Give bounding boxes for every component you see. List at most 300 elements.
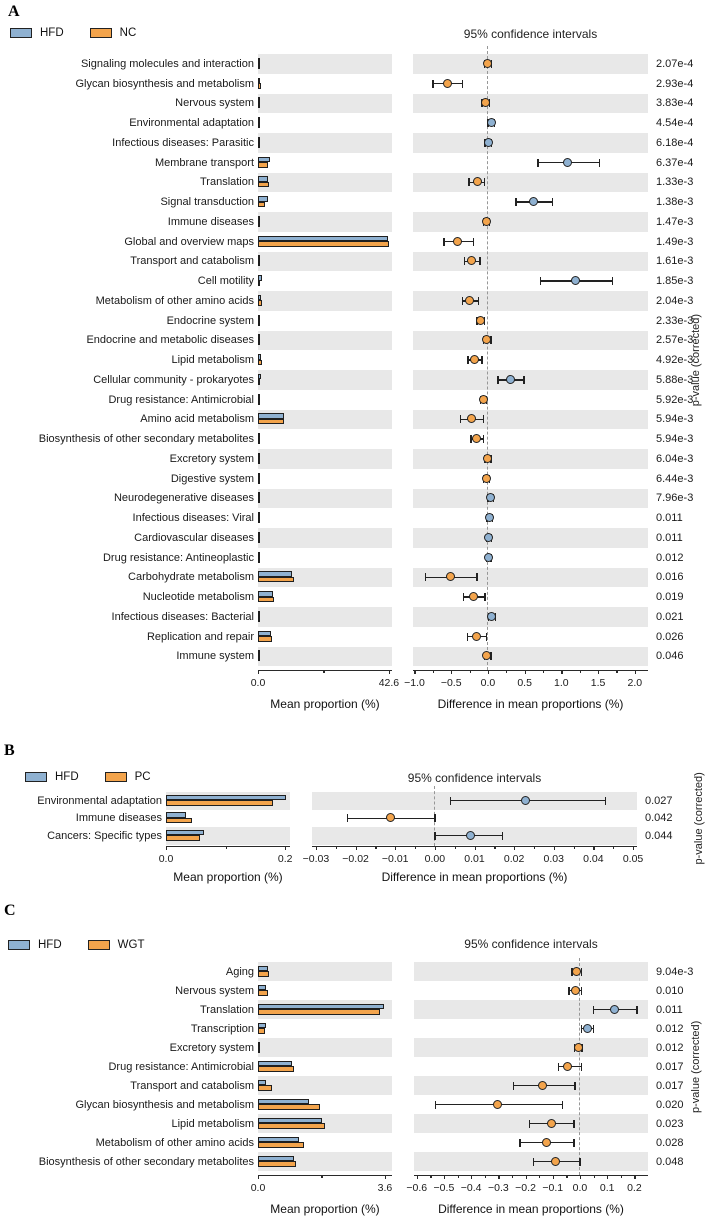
table-row	[0, 1000, 709, 1019]
ci-cap-right	[593, 1025, 594, 1033]
category-label: Carbohydrate metabolism	[128, 571, 254, 584]
ci-title: 95% confidence intervals	[463, 27, 598, 41]
category-label: Infectious diseases: Bacterial	[111, 610, 254, 623]
rows	[0, 54, 709, 666]
column-gap	[392, 1133, 414, 1152]
mean-proportion-cell	[258, 271, 392, 291]
ci-dot	[446, 572, 455, 581]
category-label: Nervous system	[175, 984, 254, 997]
tick-label: 0.05	[622, 853, 644, 865]
table-row	[0, 291, 709, 311]
bar-comparison	[258, 518, 260, 524]
legend-label: HFD	[38, 939, 62, 951]
pvalue-label: 0.044	[645, 829, 673, 842]
panel-letter: A	[8, 3, 20, 20]
column-gap	[392, 528, 413, 548]
ci-cap-left	[537, 159, 538, 167]
axis-tick	[554, 846, 555, 850]
mean-proportion-cell	[166, 792, 290, 810]
legend	[8, 939, 144, 951]
mean-proportion-cell	[258, 390, 392, 410]
pvalue-label: 5.94e-3	[656, 413, 694, 426]
difference-cell	[413, 508, 648, 528]
ci-dot	[493, 1100, 502, 1109]
tick-label: 0.0	[250, 1182, 266, 1194]
column-gap	[392, 113, 413, 133]
axis-tick	[389, 670, 390, 674]
axis-tick	[414, 670, 415, 674]
bar-comparison	[258, 439, 260, 445]
column-gap	[392, 153, 413, 173]
mean-proportion-cell	[258, 1019, 392, 1038]
table-row	[0, 1152, 709, 1171]
table-row	[0, 449, 709, 469]
category-label: Lipid metabolism	[171, 1117, 254, 1130]
table-row	[0, 54, 709, 74]
x-axis-mean-proportion	[258, 1175, 392, 1176]
category-label: Environmental adaptation	[129, 117, 254, 130]
difference-cell	[413, 370, 648, 390]
table-row	[0, 94, 709, 114]
tick-label: 0.0	[480, 677, 496, 689]
ci-cap-left	[425, 573, 426, 581]
table-row	[0, 410, 709, 430]
category-label: Amino acid metabolism	[140, 413, 254, 426]
pvalue-axis-title: p-value (corrected)	[693, 772, 705, 865]
ci-cap-right	[612, 277, 613, 285]
column-gap	[392, 1114, 414, 1133]
bar-comparison	[258, 1142, 304, 1148]
table-row	[0, 271, 709, 291]
ci-cap-right	[479, 257, 480, 265]
table-row	[0, 489, 709, 509]
column-gap	[392, 232, 413, 252]
pvalue-label: 1.85e-3	[656, 275, 694, 288]
bar-comparison	[258, 1123, 325, 1129]
category-label: Digestive system	[170, 472, 254, 485]
ci-cap-right	[484, 178, 485, 186]
pvalue-label: 6.44e-3	[656, 472, 694, 485]
table-row	[0, 1076, 709, 1095]
column-gap	[392, 1038, 414, 1057]
panel-C	[0, 900, 709, 1219]
difference-cell	[414, 1057, 648, 1076]
bar-comparison	[258, 1028, 265, 1034]
ci-cap-left	[432, 80, 433, 88]
mean-proportion-cell	[258, 449, 392, 469]
bar-comparison	[258, 340, 260, 346]
mean-proportion-cell	[258, 1095, 392, 1114]
table-row	[0, 153, 709, 173]
legend-label: HFD	[40, 27, 64, 39]
tick-label: 3.6	[377, 1182, 393, 1194]
category-label: Drug resistance: Antimicrobial	[108, 1060, 254, 1073]
mean-proportion-cell	[258, 350, 392, 370]
axis-minor-tick	[534, 846, 535, 849]
tick-label: 1.0	[554, 677, 569, 689]
ci-cap-left	[464, 257, 465, 265]
category-label: Endocrine and metabolic diseases	[86, 334, 254, 347]
pvalue-label: 7.96e-3	[656, 492, 694, 505]
pvalue-label: 4.54e-4	[656, 117, 694, 130]
category-label: Immune diseases	[167, 215, 254, 228]
category-label: Cardiovascular diseases	[134, 531, 254, 544]
column-gap	[392, 1019, 414, 1038]
axis-tick	[635, 670, 636, 674]
ci-cap-right	[562, 1101, 563, 1109]
ci-dot	[529, 197, 538, 206]
difference-cell	[413, 54, 648, 74]
difference-cell	[312, 792, 637, 810]
ci-cap-left	[513, 1082, 514, 1090]
legend-swatch-icon	[10, 28, 32, 38]
difference-cell	[413, 627, 648, 647]
bar-comparison	[258, 83, 261, 89]
difference-cell	[413, 647, 648, 667]
ci-cap-right	[476, 573, 477, 581]
ci-cap-left	[468, 178, 469, 186]
ci-dot	[467, 414, 476, 423]
pvalue-label: 0.027	[645, 794, 673, 807]
pvalue-label: 3.83e-4	[656, 97, 694, 110]
axis-tick	[633, 846, 634, 850]
difference-cell	[413, 449, 648, 469]
ci-dot	[563, 1062, 572, 1071]
tick-label: −0.5	[440, 677, 462, 689]
mean-proportion-cell	[258, 331, 392, 351]
difference-cell	[414, 1076, 648, 1095]
x-axis-mean-proportion	[258, 670, 392, 671]
mean-proportion-cell	[258, 133, 392, 153]
column-gap	[392, 607, 413, 627]
ci-cap-left	[540, 277, 541, 285]
ci-cap-left	[519, 1139, 520, 1147]
table-row	[0, 827, 709, 845]
column-gap	[392, 548, 413, 568]
rows	[0, 962, 709, 1171]
ci-dot	[547, 1119, 556, 1128]
category-label: Drug resistance: Antimicrobial	[108, 393, 254, 406]
ci-cap-left	[460, 415, 461, 423]
axis-tick	[488, 670, 489, 674]
table-row	[0, 607, 709, 627]
column-gap	[392, 981, 414, 1000]
tick-label: 0.5	[517, 677, 532, 689]
bar-comparison	[258, 379, 260, 385]
mean-proportion-cell	[258, 489, 392, 509]
axis-minor-tick	[375, 846, 376, 849]
ci-dot	[538, 1081, 547, 1090]
axis-tick	[444, 1175, 445, 1179]
ci-title: 95% confidence intervals	[464, 937, 598, 951]
ci-dot	[472, 434, 481, 443]
pvalue-label: 0.046	[656, 650, 684, 663]
ci-cap-right	[636, 1006, 637, 1014]
mean-proportion-cell	[258, 548, 392, 568]
ci-cap-left	[462, 297, 463, 305]
bar-comparison	[258, 142, 260, 148]
category-label: Infectious diseases: Parasitic	[112, 136, 254, 149]
ci-cap-right	[478, 297, 479, 305]
column-gap	[392, 390, 413, 410]
ci-dot	[483, 59, 492, 68]
table-row	[0, 469, 709, 489]
bar-comparison	[258, 537, 260, 543]
column-gap	[392, 192, 413, 212]
panel-B	[0, 740, 709, 900]
bar-comparison	[258, 1104, 320, 1110]
axis-tick	[316, 846, 317, 850]
mean-proportion-cell	[258, 1133, 392, 1152]
difference-cell	[413, 528, 648, 548]
ci-dot	[542, 1138, 551, 1147]
category-label: Biosynthesis of other secondary metabolites	[38, 1155, 254, 1168]
axis-tick	[634, 1175, 635, 1179]
bar-comparison	[258, 360, 262, 366]
ci-dot	[476, 316, 485, 325]
ci-dot	[506, 375, 515, 384]
difference-cell	[413, 568, 648, 588]
difference-cell	[413, 548, 648, 568]
tick-label: 0.0	[250, 677, 266, 689]
pvalue-label: 0.020	[656, 1098, 684, 1111]
column-gap	[392, 449, 413, 469]
ci-dot	[482, 217, 491, 226]
table-row	[0, 647, 709, 667]
pvalue-label: 0.011	[656, 512, 683, 525]
mean-proportion-cell	[166, 827, 290, 845]
column-gap	[392, 1000, 414, 1019]
tick-label: −0.6	[406, 1182, 428, 1194]
table-row	[0, 810, 709, 828]
ci-dot	[483, 454, 492, 463]
axis-minor-tick	[506, 670, 507, 673]
category-label: Glycan biosynthesis and metabolism	[75, 1098, 254, 1111]
table-row	[0, 1133, 709, 1152]
table-row	[0, 792, 709, 810]
ci-cap-right	[483, 435, 484, 443]
mean-proportion-cell	[258, 627, 392, 647]
tick-label: −0.02	[342, 853, 369, 865]
category-label: Glycan biosynthesis and metabolism	[75, 77, 254, 90]
pvalue-label: 0.019	[656, 591, 684, 604]
bar-comparison	[258, 63, 260, 69]
axis-minor-tick	[458, 1175, 459, 1178]
column-gap	[392, 350, 413, 370]
ci-cap-left	[467, 356, 468, 364]
ci-dot	[443, 79, 452, 88]
axis-tick	[258, 1175, 259, 1179]
mean-proportion-cell	[258, 54, 392, 74]
axis-tick	[525, 670, 526, 674]
axis-minor-tick	[621, 1175, 622, 1178]
legend-label: WGT	[117, 939, 145, 951]
difference-cell	[413, 212, 648, 232]
table-row	[0, 568, 709, 588]
category-label: Transport and catabolism	[130, 1079, 254, 1092]
table-row	[0, 232, 709, 252]
axis-minor-tick	[323, 670, 324, 673]
table-row	[0, 350, 709, 370]
column-gap	[290, 827, 312, 845]
legend-item	[10, 27, 64, 39]
bar-comparison	[258, 1047, 260, 1053]
column-gap	[392, 173, 413, 193]
bar-comparison	[258, 320, 260, 326]
axis-tick	[385, 1175, 386, 1179]
pvalue-label: 0.011	[656, 531, 683, 544]
column-gap	[392, 469, 413, 489]
axis-caption: Difference in mean proportions (%)	[438, 1202, 624, 1216]
mean-proportion-cell	[258, 587, 392, 607]
difference-cell	[413, 410, 648, 430]
pvalue-label: 0.012	[656, 1041, 684, 1054]
mean-proportion-cell	[258, 192, 392, 212]
ci-cap-left	[463, 593, 464, 601]
axis-tick	[580, 1175, 581, 1179]
category-label: Metabolism of other amino acids	[95, 1136, 254, 1149]
table-row	[0, 133, 709, 153]
table-row	[0, 173, 709, 193]
difference-cell	[413, 291, 648, 311]
difference-cell	[414, 1019, 648, 1038]
column-gap	[392, 1057, 414, 1076]
pvalue-label: 0.017	[656, 1060, 684, 1073]
legend-swatch-icon	[88, 940, 110, 950]
ci-dot	[470, 355, 479, 364]
pvalue-axis-title: p-value (corrected)	[690, 1020, 702, 1113]
pvalue-label: 5.92e-3	[656, 393, 694, 406]
ci-cap-left	[435, 1101, 436, 1109]
column-gap	[392, 54, 413, 74]
pvalue-label: 4.92e-3	[656, 354, 694, 367]
pvalue-label: 0.011	[656, 1003, 683, 1016]
column-gap	[392, 94, 413, 114]
pvalue-label: 2.57e-3	[656, 334, 694, 347]
pvalue-label: 0.017	[656, 1079, 684, 1092]
bar-comparison	[258, 577, 294, 583]
tick-label: −0.01	[381, 853, 409, 865]
column-gap	[392, 962, 414, 981]
mean-proportion-cell	[258, 429, 392, 449]
axis-tick	[166, 846, 167, 850]
category-label: Excretory system	[169, 452, 254, 465]
axis-caption: Difference in mean proportions (%)	[381, 870, 568, 884]
mean-proportion-cell	[258, 647, 392, 667]
column-gap	[392, 410, 413, 430]
table-row	[0, 212, 709, 232]
bar-comparison	[258, 478, 260, 484]
pvalue-label: 2.07e-4	[656, 57, 694, 70]
axis-minor-tick	[433, 670, 434, 673]
difference-cell	[413, 331, 648, 351]
pvalue-label: 1.38e-3	[656, 196, 694, 209]
axis-tick	[553, 1175, 554, 1179]
axis-caption: Mean proportion (%)	[270, 1202, 380, 1216]
ci-dot	[563, 158, 572, 167]
legend-swatch-icon	[90, 28, 112, 38]
category-label: Signal transduction	[160, 196, 254, 209]
bar-comparison	[258, 261, 260, 267]
mean-proportion-cell	[258, 74, 392, 94]
legend	[10, 27, 136, 39]
pvalue-label: 2.04e-3	[656, 294, 694, 307]
ci-cap-right	[502, 832, 503, 840]
ci-cap-right	[574, 1082, 575, 1090]
ci-dot	[551, 1157, 560, 1166]
bar-comparison	[258, 1066, 294, 1072]
axis-minor-tick	[616, 670, 617, 673]
legend-swatch-icon	[8, 940, 30, 950]
ci-cap-right	[462, 80, 463, 88]
category-label: Lipid metabolism	[171, 354, 254, 367]
ci-dot	[583, 1024, 592, 1033]
tick-label: −0.03	[302, 853, 330, 865]
difference-cell	[414, 1133, 648, 1152]
axis-minor-tick	[415, 846, 416, 849]
column-gap	[392, 331, 413, 351]
axis-tick	[356, 846, 357, 850]
axis-minor-tick	[543, 670, 544, 673]
axis-minor-tick	[594, 1175, 595, 1178]
ci-dot	[571, 276, 580, 285]
difference-cell	[414, 1114, 648, 1133]
bar-comparison	[258, 1085, 272, 1091]
tick-label: −0.2	[515, 1182, 536, 1194]
category-label: Endocrine system	[166, 314, 254, 327]
tick-label: −0.3	[487, 1182, 509, 1194]
bar-comparison	[258, 597, 274, 603]
column-gap	[392, 252, 413, 272]
axis-minor-tick	[485, 1175, 486, 1178]
category-label: Global and overview maps	[124, 235, 254, 248]
category-label: Neurodegenerative diseases	[113, 492, 254, 505]
column-gap	[392, 1076, 414, 1095]
table-row	[0, 429, 709, 449]
axis-tick	[451, 670, 452, 674]
column-gap	[392, 627, 413, 647]
legend-label: PC	[134, 771, 151, 783]
ci-dot	[610, 1005, 619, 1014]
difference-cell	[413, 173, 648, 193]
bar-comparison	[258, 656, 260, 662]
ci-cap-right	[473, 238, 474, 246]
pvalue-label: 9.04e-3	[656, 965, 694, 978]
pvalue-label: 6.37e-4	[656, 156, 694, 169]
pvalue-label: 1.49e-3	[656, 235, 694, 248]
category-label: Drug resistance: Antineoplastic	[102, 551, 254, 564]
difference-cell	[413, 133, 648, 153]
category-label: Signaling molecules and interaction	[80, 57, 254, 70]
axis-minor-tick	[580, 670, 581, 673]
pvalue-label: 0.016	[656, 571, 684, 584]
difference-cell	[413, 94, 648, 114]
bar-comparison	[166, 800, 273, 806]
mean-proportion-cell	[258, 528, 392, 548]
axis-tick	[593, 846, 594, 850]
axis-minor-tick	[430, 1175, 431, 1178]
difference-cell	[413, 232, 648, 252]
table-row	[0, 528, 709, 548]
difference-cell	[312, 827, 637, 845]
ci-cap-right	[599, 159, 600, 167]
table-row	[0, 548, 709, 568]
mean-proportion-cell	[258, 113, 392, 133]
ci-cap-right	[523, 376, 524, 384]
pvalue-label: 0.023	[656, 1117, 684, 1130]
tick-label: 0.2	[627, 1182, 642, 1194]
ci-dot	[574, 1043, 583, 1052]
